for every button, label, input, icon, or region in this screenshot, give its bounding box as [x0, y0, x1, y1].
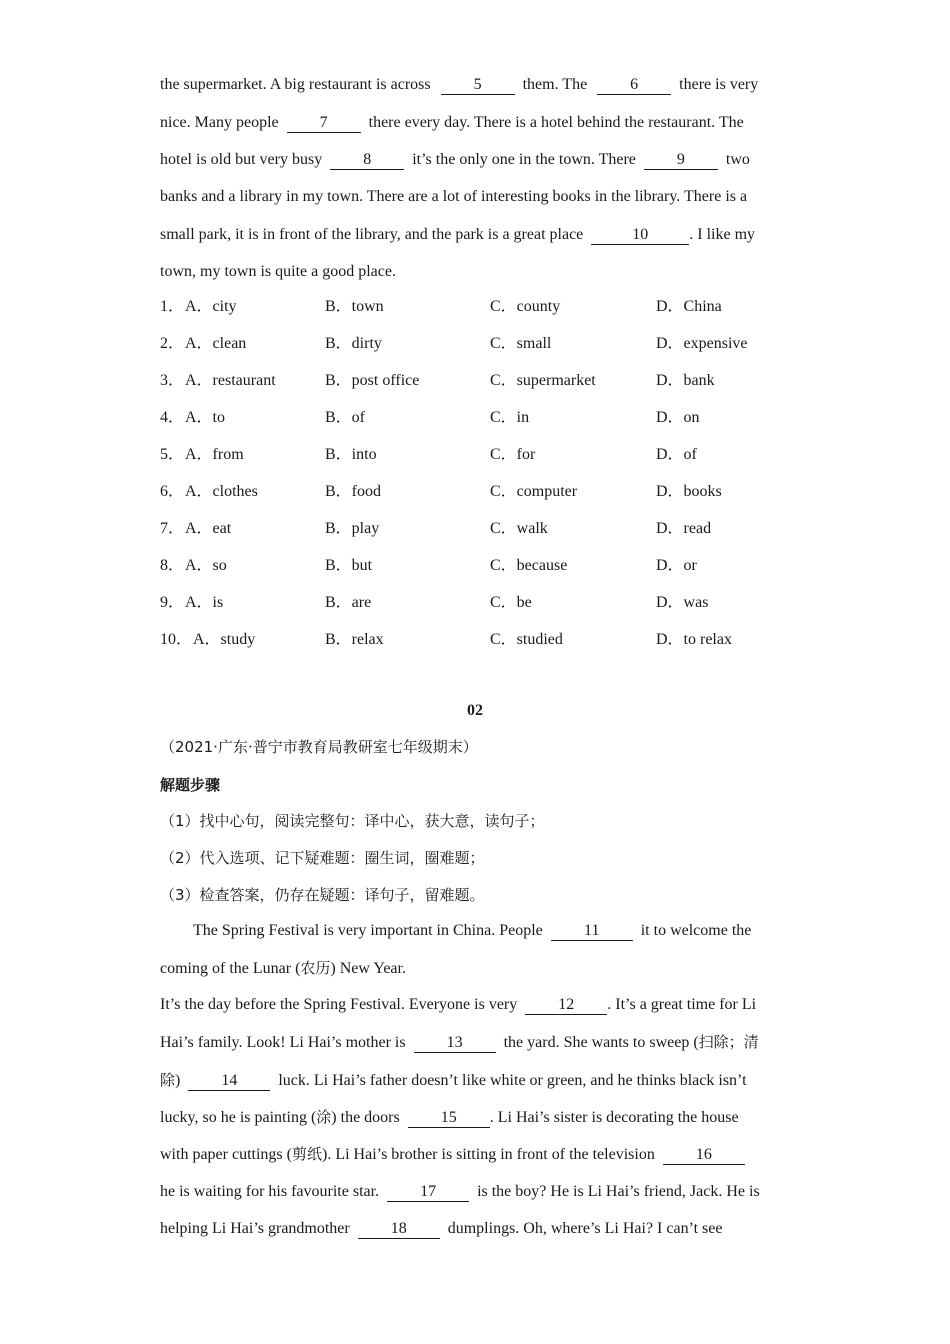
text: is the boy? He is Li Hai’s friend, Jack. He is — [477, 1183, 760, 1200]
passage2-line3 — [160, 995, 756, 1015]
passage2-line5 — [160, 1070, 747, 1090]
option-b[interactable]: B．are — [325, 594, 372, 611]
blank-10[interactable]: 10 — [591, 226, 689, 245]
text: ) — [175, 1072, 181, 1089]
option-c[interactable]: C．supermarket — [490, 372, 596, 389]
option-c[interactable]: C．for — [490, 446, 536, 463]
section-number: 02 — [467, 702, 483, 719]
passage2-line6 — [160, 1107, 739, 1127]
option-c[interactable]: C．county — [490, 298, 561, 315]
option-b[interactable]: B．relax — [325, 631, 384, 648]
passage1-line5 — [160, 225, 755, 245]
blank-7[interactable]: 7 — [287, 114, 361, 133]
option-a[interactable]: A．restaurant — [185, 372, 276, 389]
chinese-gloss: 剪纸 — [291, 1145, 322, 1163]
option-d[interactable]: D．read — [656, 520, 712, 537]
blank-12[interactable]: 12 — [525, 996, 607, 1015]
text: ) New Year. — [330, 960, 406, 977]
passage1-line4: banks and a library in my town. There are a lot of interesting books in the library. There is a — [160, 188, 748, 205]
option-d[interactable]: D．expensive — [656, 335, 748, 352]
text: the supermarket. A big restaurant is across — [160, 76, 431, 93]
option-d[interactable]: D．or — [656, 557, 697, 574]
question-row — [160, 556, 790, 576]
option-a[interactable]: A．clean — [185, 335, 247, 352]
text: ) the doors — [331, 1109, 400, 1126]
option-c[interactable]: C．small — [490, 335, 552, 352]
passage2-line1 — [193, 921, 751, 941]
option-d[interactable]: D．was — [656, 594, 709, 611]
option-b[interactable]: B．town — [325, 298, 384, 315]
text: with paper cuttings ( — [160, 1146, 292, 1163]
question-number: 9． — [160, 594, 185, 611]
option-a[interactable]: A．clothes — [185, 483, 258, 500]
blank-15[interactable]: 15 — [408, 1109, 490, 1128]
text: he is waiting for his favourite star. — [160, 1183, 380, 1200]
blank-17[interactable]: 17 — [387, 1183, 469, 1202]
option-a[interactable]: A．city — [185, 298, 237, 315]
blank-9[interactable]: 9 — [644, 151, 718, 170]
question-number: 1． — [160, 298, 185, 315]
question-number: 4． — [160, 409, 185, 426]
question-number: 5． — [160, 446, 185, 463]
blank-5[interactable]: 5 — [441, 76, 515, 95]
blank-13[interactable]: 13 — [414, 1034, 496, 1053]
text: two — [725, 151, 750, 168]
option-b[interactable]: B．into — [325, 446, 377, 463]
passage2-line7 — [160, 1144, 753, 1164]
source-note: （2021·广东·普宁市教育局教研室七年级期末） — [160, 738, 478, 756]
option-a[interactable]: A．study — [193, 631, 256, 648]
text: Hai’s family. Look! Li Hai’s mother is — [160, 1034, 406, 1051]
passage2-line2 — [160, 958, 406, 978]
passage2-line9 — [160, 1219, 722, 1239]
option-c[interactable]: C．because — [490, 557, 568, 574]
option-a[interactable]: A．eat — [185, 520, 232, 537]
passage1-line3 — [160, 150, 750, 170]
option-d[interactable]: D．on — [656, 409, 700, 426]
text: there is very — [679, 76, 759, 93]
question-number: 7． — [160, 520, 185, 537]
question-row — [160, 408, 790, 428]
option-d[interactable]: D．of — [656, 446, 697, 463]
option-c[interactable]: C．be — [490, 594, 532, 611]
blank-14[interactable]: 14 — [188, 1072, 270, 1091]
question-row — [160, 334, 790, 354]
option-a[interactable]: A．from — [185, 446, 244, 463]
option-b[interactable]: B．food — [325, 483, 382, 500]
question-number: 10． — [160, 631, 193, 648]
passage1-line6: town, my town is quite a good place. — [160, 263, 396, 280]
blank-16[interactable]: 16 — [663, 1146, 745, 1165]
chinese-gloss: 扫除；清 — [698, 1033, 759, 1051]
question-number: 6． — [160, 483, 185, 500]
chinese-gloss: 涂 — [316, 1108, 332, 1126]
question-row — [160, 482, 790, 502]
option-d[interactable]: D．books — [656, 483, 722, 500]
blank-18[interactable]: 18 — [358, 1220, 440, 1239]
option-d[interactable]: D．bank — [656, 372, 715, 389]
option-d[interactable]: D．to relax — [656, 631, 732, 648]
option-c[interactable]: C．in — [490, 409, 530, 426]
text: it’s the only one in the town. There — [412, 151, 636, 168]
text: it to welcome the — [640, 922, 752, 939]
step-1: （1）找中心句，阅读完整句：译中心，获大意，读句子； — [160, 812, 545, 830]
option-c[interactable]: C．studied — [490, 631, 563, 648]
question-row — [160, 371, 790, 391]
text: . I like my — [689, 226, 756, 243]
text: helping Li Hai’s grandmother — [160, 1220, 350, 1237]
option-d[interactable]: D．China — [656, 298, 722, 315]
question-number: 2． — [160, 335, 185, 352]
text: ). Li Hai’s brother is sitting in front of the television — [321, 1146, 655, 1163]
passage1-line1 — [160, 75, 758, 95]
text: hotel is old but very busy — [160, 151, 323, 168]
option-b[interactable]: B．but — [325, 557, 373, 574]
option-a[interactable]: A．so — [185, 557, 227, 574]
question-row — [160, 519, 790, 539]
blank-6[interactable]: 6 — [597, 76, 671, 95]
text: the yard. She wants to sweep ( — [503, 1034, 699, 1051]
question-row — [160, 445, 790, 465]
text: dumplings. Oh, where’s Li Hai? I can’t see — [447, 1220, 723, 1237]
text: nice. Many people — [160, 114, 279, 131]
question-row — [160, 630, 790, 650]
text: . Li Hai’s sister is decorating the house — [489, 1109, 739, 1126]
chinese-gloss: 农历 — [300, 959, 331, 977]
option-a[interactable]: A．is — [185, 594, 224, 611]
question-number: 3． — [160, 372, 185, 389]
text: . It’s a great time for Li — [607, 996, 757, 1013]
option-b[interactable]: B．dirty — [325, 335, 382, 352]
blank-11[interactable]: 11 — [551, 922, 633, 941]
option-b[interactable]: B．post office — [325, 372, 420, 389]
text: It’s the day before the Spring Festival. Everyone is very — [160, 996, 518, 1013]
step-2: （2）代入选项、记下疑难题：圈生词，圈难题； — [160, 849, 485, 867]
text: luck. Li Hai’s father doesn’t like white or green, and he thinks black isn’t — [278, 1072, 747, 1089]
option-b[interactable]: B．play — [325, 520, 380, 537]
text: coming of the Lunar ( — [160, 960, 301, 977]
option-c[interactable]: C．computer — [490, 483, 578, 500]
question-number: 8． — [160, 557, 185, 574]
text: small park, it is in front of the library, and the park is a great place — [160, 226, 584, 243]
text: there every day. There is a hotel behind the restaurant. The — [368, 114, 744, 131]
steps-title: 解题步骤 — [160, 776, 221, 794]
option-c[interactable]: C．walk — [490, 520, 548, 537]
passage2-line8 — [160, 1182, 760, 1202]
step-3: （3）检查答案，仍存在疑题：译句子，留难题。 — [160, 886, 485, 904]
text: lucky, so he is painting ( — [160, 1109, 317, 1126]
option-a[interactable]: A．to — [185, 409, 226, 426]
blank-8[interactable]: 8 — [330, 151, 404, 170]
passage1-line2 — [160, 113, 744, 133]
option-b[interactable]: B．of — [325, 409, 366, 426]
text: The Spring Festival is very important in China. People — [193, 922, 543, 939]
question-row — [160, 593, 790, 613]
passage2-line4 — [160, 1032, 759, 1052]
question-row — [160, 297, 790, 317]
chinese-gloss: 除 — [160, 1071, 176, 1089]
text: them. The — [522, 76, 588, 93]
